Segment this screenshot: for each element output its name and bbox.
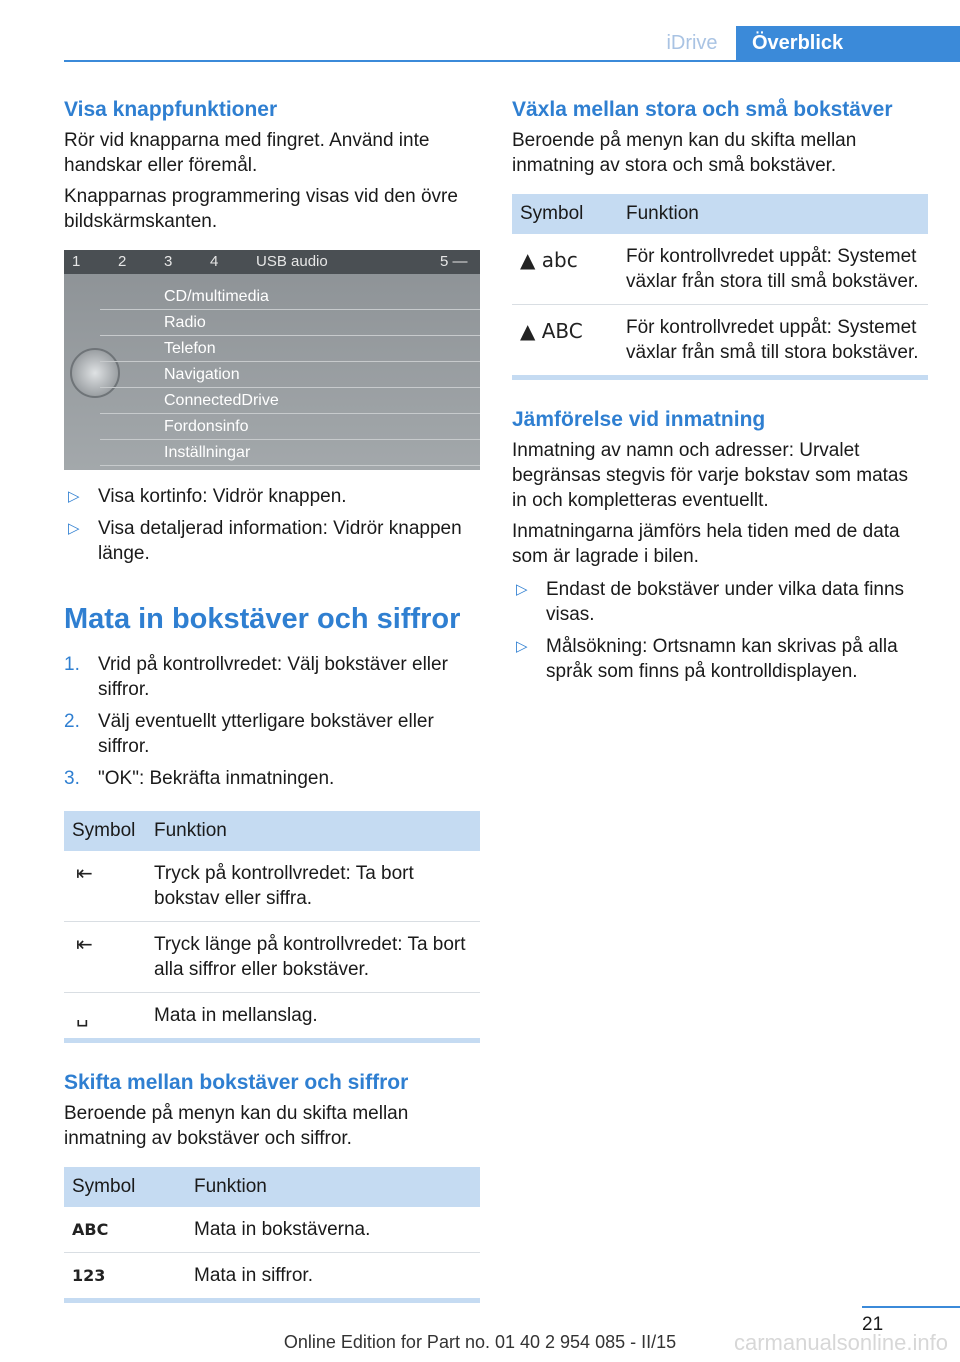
page-number: 21 (862, 1314, 884, 1335)
table-cell: Mata in bokstäverna. (186, 1207, 480, 1253)
table-row (64, 922, 480, 993)
screen-key-5: 5 — (440, 253, 468, 270)
table-row (64, 1207, 480, 1253)
table-cell: För kontrollvredet uppåt: Systemet växlar från stora till små bokstäver. (618, 234, 928, 305)
triangle-bullet-icon: ▷ (516, 638, 528, 655)
screen-key-3: 3 (164, 253, 173, 270)
list-item (64, 652, 480, 702)
step-number: 3. (64, 768, 80, 789)
table-end-rule (64, 1038, 480, 1043)
header-chapter-tab: Överblick (736, 26, 960, 62)
screen-topbar (64, 250, 480, 274)
mata-steps (64, 652, 480, 791)
list-item-text: Välj eventuellt ytterligare bokstäver eller siffror. (98, 711, 434, 757)
table-row (64, 993, 480, 1039)
edition-line: Online Edition for Part no. 01 40 2 954 085 - II/15 (283, 1332, 677, 1352)
table-cell: Mata in siffror. (194, 1265, 313, 1286)
list-item-text: Vrid på kontrollvredet: Välj bokstäver eller siffror. (98, 654, 448, 700)
triangle-bullet-icon: ▷ (68, 520, 80, 537)
idrive-screen-image (64, 250, 480, 470)
screen-menu-item: Radio (100, 310, 480, 336)
visa-p1: Rör vid knapparna med fingret. Använd inte handskar eller föremål. (64, 130, 430, 176)
list-item (64, 484, 480, 509)
visa-title: Visa knappfunktioner (64, 98, 278, 121)
table-header: Funktion (186, 1167, 480, 1207)
table-header: Symbol (64, 1167, 186, 1207)
left-column (64, 96, 480, 1303)
table-row (512, 305, 928, 376)
table-cell: Tryck på kontrollvredet: Ta bort bokstav eller siffra. (146, 851, 480, 922)
list-item-text: Endast de bokstäver under vilka data finns visas. (546, 579, 905, 625)
skifta-table (64, 1167, 480, 1298)
step-number: 1. (64, 654, 80, 675)
right-column (512, 96, 928, 691)
list-item-text: "OK": Bekräfta inmatningen. (98, 768, 335, 789)
screen-key-1: 1 (72, 253, 81, 270)
step-number: 2. (64, 711, 80, 732)
screen-key-4: 4 (210, 253, 219, 270)
vaxla-table (512, 194, 928, 375)
jamforelse-p1: Inmatning av namn och adresser: Urvalet begränsas stegvis för varje bokstav som matas in och kompletteras eventuellt. (512, 440, 909, 511)
screen-menu-item: Inställningar (100, 440, 480, 466)
screen-menu-item: Navigation (100, 362, 480, 388)
screen-menu (100, 284, 480, 466)
lowercase-icon: ▲ abc (512, 234, 618, 305)
list-item (64, 709, 480, 759)
page-header (0, 0, 960, 62)
digits-icon: 123 (72, 1266, 106, 1285)
header-rule (64, 60, 960, 62)
table-end-rule (512, 375, 928, 380)
screen-menu-item: Telefon (100, 336, 480, 362)
mata-table (64, 811, 480, 1038)
skifta-title: Skifta mellan bokstäver och siffror (64, 1071, 409, 1094)
table-row (64, 851, 480, 922)
header-section: iDrive (666, 32, 718, 54)
mata-title: Mata in bokstäver och siffror (64, 603, 461, 635)
space-icon: ␣ (76, 1003, 89, 1027)
table-header: Funktion (146, 811, 480, 851)
list-item (512, 634, 928, 684)
screen-menu-item: Fordonsinfo (100, 414, 480, 440)
visa-bullets (64, 484, 480, 566)
letters-icon: ABC (64, 1207, 186, 1253)
screen-key-2: 2 (118, 253, 127, 270)
table-header: Symbol (512, 194, 618, 234)
screen-menu-item: ConnectedDrive (100, 388, 480, 414)
list-item-text: Visa kortinfo: Vidrör knappen. (98, 486, 347, 507)
jamforelse-title: Jämförelse vid inmatning (512, 408, 766, 431)
delete-all-icon: ⇤ (64, 922, 146, 993)
table-cell: Tryck länge på kontrollvredet: Ta bort alla siffror eller bokstäver. (146, 922, 480, 993)
jamforelse-p2: Inmatningarna jämförs hela tiden med de data som är lagrade i bilen. (512, 521, 900, 567)
list-item-text: Målsökning: Ortsnamn kan skrivas på alla språk som finns på kontrolldisplayen. (546, 636, 898, 682)
footer-rule (862, 1306, 960, 1308)
table-header: Funktion (618, 194, 928, 234)
table-cell: Mata in mellanslag. (154, 1005, 318, 1026)
skifta-p: Beroende på menyn kan du skifta mellan inmatning av bokstäver och siffror. (64, 1103, 409, 1149)
table-header: Symbol (64, 811, 146, 851)
table-cell: För kontrollvredet uppåt: Systemet växlar från små till stora bokstäver. (626, 317, 919, 363)
list-item-text: Visa detaljerad information: Vidrör knappen länge. (98, 518, 462, 564)
table-row (512, 234, 928, 305)
table-row (64, 1253, 480, 1299)
watermark: carmanualsonline.info (733, 1330, 948, 1355)
screen-key-usb-audio: USB audio (256, 253, 328, 270)
list-item (512, 577, 928, 627)
table-end-rule (64, 1298, 480, 1303)
visa-p2: Knapparnas programmering visas vid den övre bildskärmskanten. (64, 186, 458, 232)
uppercase-icon: ▲ ABC (520, 319, 583, 343)
list-item (64, 766, 480, 791)
list-item (64, 516, 480, 566)
vaxla-title: Växla mellan stora och små bokstäver (512, 98, 893, 121)
triangle-bullet-icon: ▷ (68, 488, 80, 505)
jamforelse-bullets (512, 577, 928, 684)
screen-menu-item: CD/multimedia (100, 284, 480, 310)
triangle-bullet-icon: ▷ (516, 581, 528, 598)
vaxla-p: Beroende på menyn kan du skifta mellan inmatning av stora och små bokstäver. (512, 130, 857, 176)
delete-char-icon: ⇤ (64, 851, 146, 922)
